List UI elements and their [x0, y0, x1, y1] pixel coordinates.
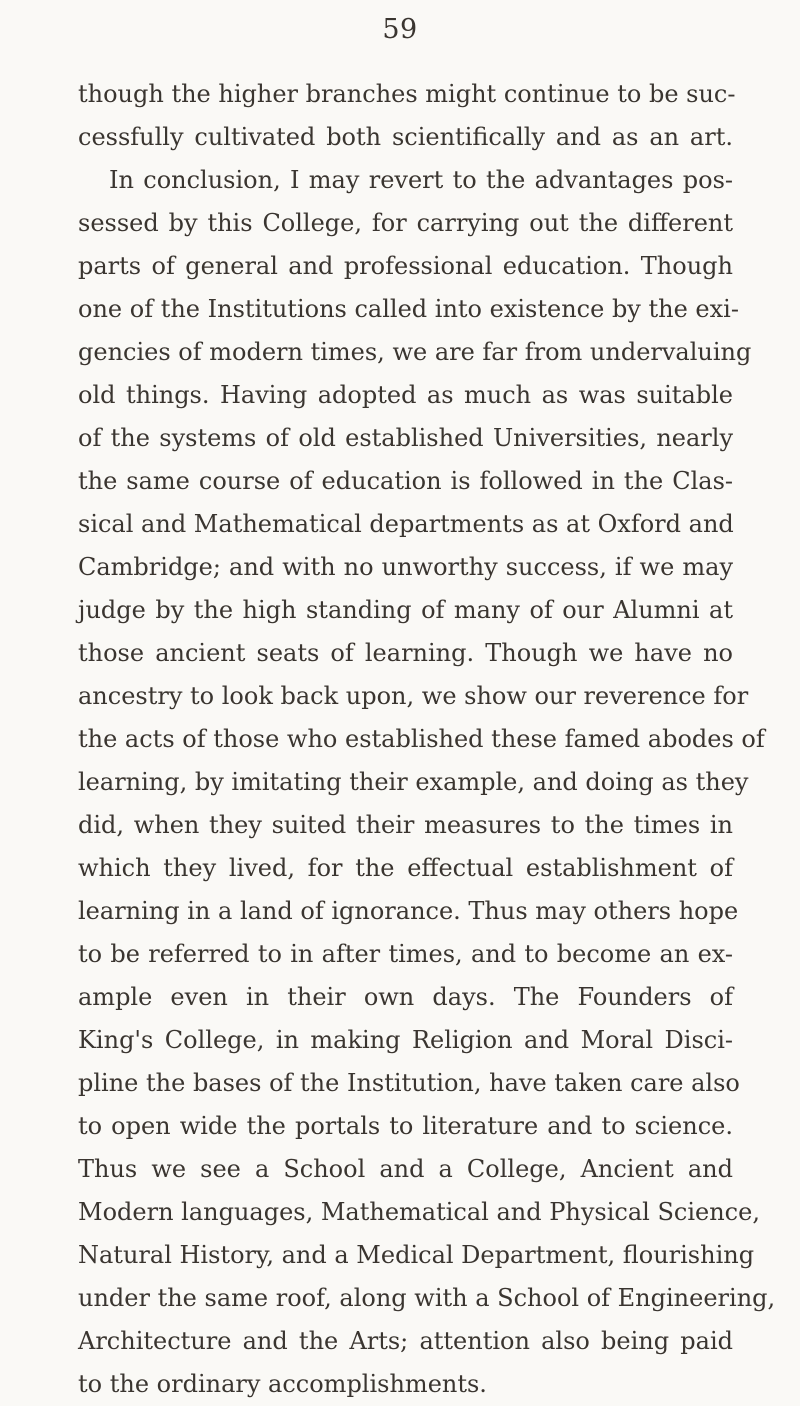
text-line: of the systems of old established Universities, nearly	[78, 424, 733, 452]
text-line: ample even in their own days. The Founders of	[78, 983, 733, 1011]
text-line: learning, by imitating their example, and doing as they	[78, 768, 749, 796]
text-line: cessfully cultivated both scientifically and as an art.	[78, 123, 733, 151]
text-line: Architecture and the Arts; attention also being paid	[78, 1327, 733, 1355]
text-line: though the higher branches might continue to be suc-	[78, 80, 736, 108]
text-line: one of the Institutions called into existence by the exi-	[78, 295, 739, 323]
text-line: the same course of education is followed in the Clas-	[78, 467, 733, 495]
page-number: 59	[382, 14, 418, 45]
text-line: to be referred to in after times, and to become an ex-	[78, 940, 733, 968]
text-line: Cambridge; and with no unworthy success, if we may	[78, 553, 733, 581]
body-text	[78, 73, 776, 1406]
text-line: ancestry to look back upon, we show our reverence for	[78, 682, 749, 710]
text-line: did, when they suited their measures to the times in	[78, 811, 733, 839]
paragraph-end-line: to the ordinary accomplishments.	[78, 1370, 487, 1398]
text-line: sessed by this College, for carrying out the different	[78, 209, 733, 237]
text-line: pline the bases of the Institution, have taken care also	[78, 1069, 740, 1097]
text-line: gencies of modern times, we are far from undervaluing	[78, 338, 752, 366]
text-line: old things. Having adopted as much as was suitable	[78, 381, 733, 409]
text-line: Thus we see a School and a College, Ancient and	[78, 1155, 733, 1183]
text-line: the acts of those who established these famed abodes of	[78, 725, 765, 753]
text-line: Natural History, and a Medical Department, flourishing	[78, 1241, 755, 1269]
text-line: those ancient seats of learning. Though we have no	[78, 639, 733, 667]
text-line: judge by the high standing of many of our Alumni at	[78, 596, 733, 624]
text-line: sical and Mathematical departments as at Oxford and	[78, 510, 734, 538]
text-line: learning in a land of ignorance. Thus may others hope	[78, 897, 739, 925]
text-line: King's College, in making Religion and Moral Disci-	[78, 1026, 733, 1054]
text-line: parts of general and professional education. Though	[78, 252, 733, 280]
text-line: under the same roof, along with a School of Engineering,	[78, 1284, 776, 1312]
paragraph-start-line: In conclusion, I may revert to the advantages pos-	[109, 166, 733, 194]
text-line: to open wide the portals to literature and to science.	[78, 1112, 733, 1140]
text-line: Modern languages, Mathematical and Physical Science,	[78, 1198, 760, 1226]
text-line: which they lived, for the effectual establishment of	[78, 854, 733, 882]
